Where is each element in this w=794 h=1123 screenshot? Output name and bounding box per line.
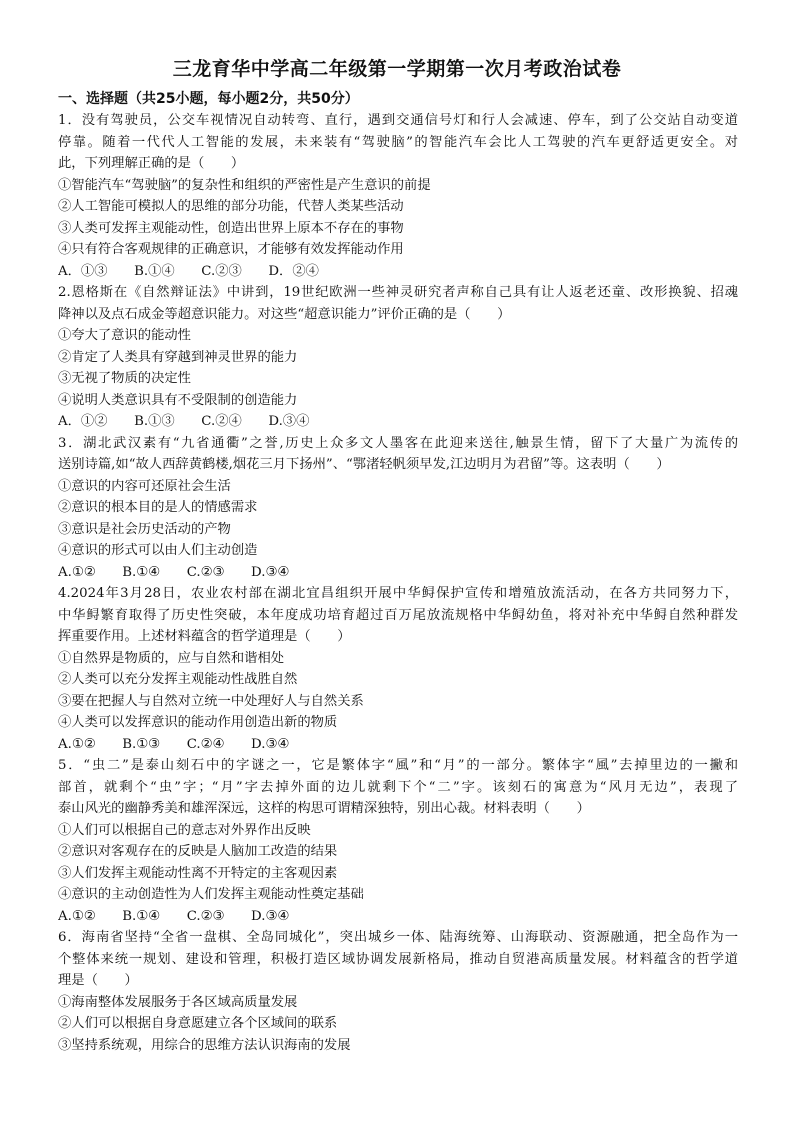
statement-item: ②人类可以充分发挥主观能动性战胜自然 bbox=[58, 672, 298, 687]
statement-item: ③人们发挥主观能动性离不开特定的主客观因素 bbox=[58, 865, 338, 881]
statement-item: ④只有符合客观规律的正确意识，才能够有效发挥能动作用 bbox=[58, 242, 404, 257]
question-stem-line: 送别诗篇,如“故人西辞黄鹤楼,烟花三月下扬州”、“鄂渚轻帆须早发,江边明月为君留”等。这表明（ ） bbox=[58, 457, 670, 472]
statement-item: ④人类可以发挥意识的能动作用创造出新的物质 bbox=[58, 715, 338, 730]
statement-item: ④说明人类意识具有不受限制的创造能力 bbox=[58, 392, 298, 408]
answer-choices: A.①② B.①③ C.②④ D.③④ bbox=[58, 736, 290, 752]
question-stem-line: 4.2024年3月28日，农业农村部在湖北宜昌组织开展中华鲟保护宣传和增殖放流活动，在各方共同努力下， bbox=[58, 586, 738, 601]
question-2 bbox=[58, 282, 738, 433]
question-stem-line: 理是（ ） bbox=[58, 973, 138, 988]
question-1 bbox=[58, 110, 738, 282]
statement-item: ①海南整体发展服务于各区域高质量发展 bbox=[58, 994, 298, 1010]
question-stem-line: 挥重要作用。上述材料蕴含的哲学道理是（ ） bbox=[58, 629, 351, 644]
statement-item: ②人工智能可模拟人的思维的部分功能，代替人类某些活动 bbox=[58, 199, 404, 214]
statement-item: ②意识的根本目的是人的情感需求 bbox=[58, 500, 258, 515]
question-stem-line: 泰山风光的幽静秀美和雄浑深远，这样的构思可谓精深独特，别出心裁。材料表明（ ） bbox=[58, 801, 590, 816]
section-heading: 一、选择题（共25小题，每小题2分，共50分） bbox=[58, 91, 359, 107]
question-4 bbox=[58, 583, 738, 755]
statement-item: ①智能汽车“驾驶脑”的复杂性和组织的严密性是产生意识的前提 bbox=[58, 177, 431, 193]
exam-title: 三龙育华中学高二年级第一学期第一次月考政治试卷 bbox=[172, 58, 622, 80]
question-5 bbox=[58, 755, 738, 927]
question-stem-line: 中华鲟繁育取得了历史性突破，本年度成功培育超过百万尾放流规格中华鲟幼鱼，将对补充中华鲟自然种群发 bbox=[58, 607, 738, 623]
statement-item: ③坚持系统观，用综合的思维方法认识海南的发展 bbox=[58, 1037, 351, 1053]
question-stem-line: 部首，就剩个“虫”字；“月”字去掉外面的边儿就剩下个“二”字。该刻石的寓意为“风月无边”，表现了 bbox=[58, 779, 738, 795]
question-6 bbox=[58, 927, 738, 1056]
answer-choices: A.①② B.①④ C.②③ D.③④ bbox=[58, 564, 290, 580]
question-stem-line: 个整体来统一规划、建设和管理，积极打造区域协调发展新格局，推动自贸港高质量发展。材料蕴含的哲学道 bbox=[58, 951, 738, 967]
question-stem-line: 3．湖北武汉素有“九省通衢”之誉,历史上众多文人墨客在此迎来送往,触景生情，留下了大量广为流传的 bbox=[58, 435, 738, 451]
statement-item: ③要在把握人与自然对立统一中处理好人与自然关系 bbox=[58, 693, 364, 709]
statement-item: ①人们可以根据自己的意志对外界作出反映 bbox=[58, 822, 311, 838]
statement-item: ④意识的主动创造性为人们发挥主观能动性奠定基础 bbox=[58, 887, 364, 902]
question-stem-line: 此，下列理解正确的是（ ） bbox=[58, 156, 245, 171]
answer-choices: A．①③ B.①④ C.②③ D．②④ bbox=[58, 263, 319, 279]
question-stem-line: 1．没有驾驶员，公交车视情况自动转弯、直行，遇到交通信号灯和行人会减速、停车，到了公交站自动变道 bbox=[58, 113, 738, 128]
statement-item: ①自然界是物质的，应与自然和谐相处 bbox=[58, 650, 285, 666]
answer-choices: A．①② B.①③ C.②④ D.③④ bbox=[58, 414, 310, 429]
statement-item: ③无视了物质的决定性 bbox=[58, 371, 191, 386]
question-3 bbox=[58, 433, 738, 584]
answer-choices: A.①② B.①④ C.②③ D.③④ bbox=[58, 908, 290, 924]
question-list bbox=[58, 110, 738, 1056]
question-stem-line: 停靠。随着一代代人工智能的发展，未来装有“驾驶脑”的智能汽车会比人工驾驶的汽车更舒适更安全。对 bbox=[58, 134, 738, 150]
question-stem-line: 降神以及点石成金等超意识能力。对这些“超意识能力”评价正确的是（ ） bbox=[58, 306, 511, 322]
question-stem-line: 5．“虫二”是泰山刻石中的字谜之一，它是繁体字“風”和“月”的一部分。繁体字“風”去掉里边的一撇和 bbox=[58, 758, 738, 773]
question-stem-line: 6．海南省坚持“全省一盘棋、全岛同城化”，突出城乡一体、陆海统筹、山海联动、资源融通，把全岛作为一 bbox=[58, 930, 738, 945]
statement-item: ②意识对客观存在的反映是人脑加工改造的结果 bbox=[58, 844, 338, 859]
statement-item: ②人们可以根据自身意愿建立各个区域间的联系 bbox=[58, 1016, 338, 1031]
statement-item: ①意识的内容可还原社会生活 bbox=[58, 478, 231, 494]
question-stem-line: 2.恩格斯在《自然辩证法》中讲到，19世纪欧洲一些神灵研究者声称自己具有让人返老还童、改形换貌、招魂 bbox=[58, 285, 738, 300]
statement-item: ③人类可发挥主观能动性，创造出世界上原本不存在的事物 bbox=[58, 220, 404, 236]
statement-item: ①夸大了意识的能动性 bbox=[58, 328, 191, 343]
statement-item: ②肯定了人类具有穿越到神灵世界的能力 bbox=[58, 349, 298, 365]
statement-item: ③意识是社会历史活动的产物 bbox=[58, 521, 231, 537]
statement-item: ④意识的形式可以由人们主动创造 bbox=[58, 543, 258, 558]
